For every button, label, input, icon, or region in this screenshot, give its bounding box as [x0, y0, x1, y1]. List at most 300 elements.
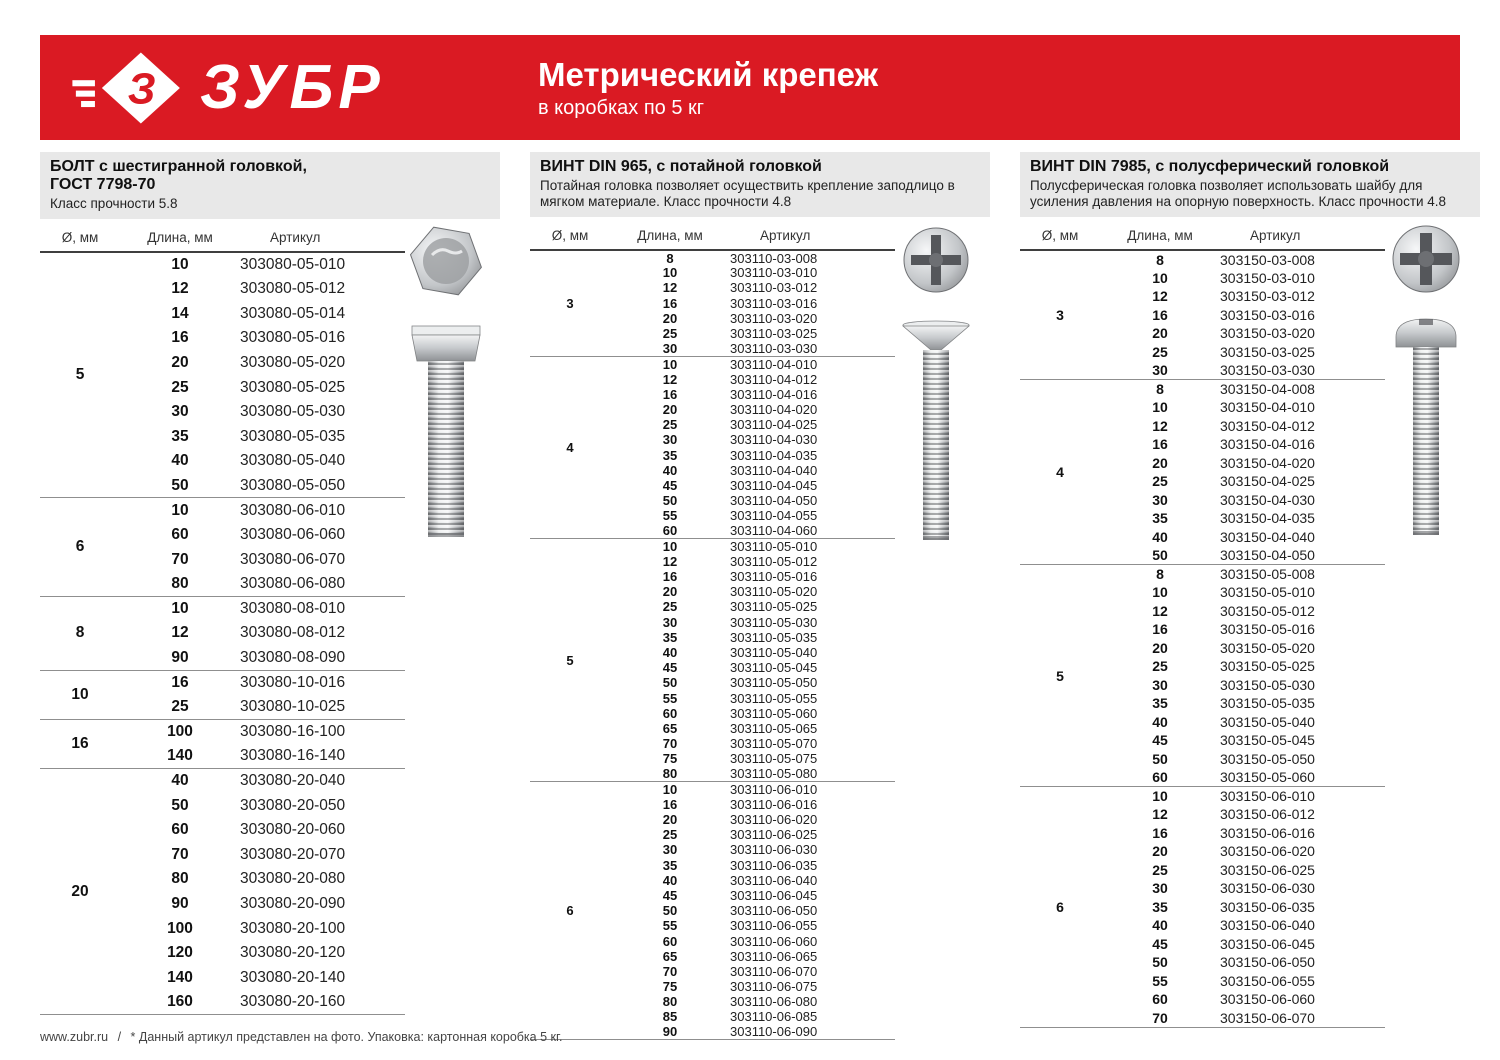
article-cell: 303080-08-012 — [240, 624, 346, 642]
spec-table-body — [1020, 250, 1385, 1027]
spec-table-body — [530, 250, 895, 1040]
length-cell: 10 — [662, 265, 678, 281]
table-row — [40, 719, 405, 744]
section-title — [1030, 158, 1470, 176]
length-cell: 140 — [167, 968, 193, 986]
article-cell: 303150-06-050 — [1220, 954, 1315, 971]
length-cell: 30 — [662, 842, 678, 858]
article-cell: 303080-05-040 — [240, 452, 346, 470]
article-cell: 303110-05-080 — [730, 766, 818, 782]
section-countersunk-screw — [530, 152, 990, 1040]
section-description: Потайная головка позволяет осуществить крепление заподлицо в мягком материале. Класс прочности 4.8 — [540, 178, 955, 209]
length-cell: 16 — [1152, 824, 1168, 841]
article-cell: 303110-03-020 — [730, 310, 818, 326]
section-title-line: ВИНТ DIN 7985, с полусферический головкой — [1030, 158, 1390, 175]
article-cell: 303150-03-020 — [1220, 325, 1315, 342]
diameter-cell: 16 — [40, 719, 120, 768]
length-cell: 120 — [167, 944, 193, 962]
diameter-cell: 4 — [530, 356, 610, 538]
article-cell: 303110-04-025 — [730, 417, 818, 433]
article-cell: 303080-05-012 — [240, 280, 346, 298]
length-cell: 16 — [120, 670, 240, 695]
article-cell: 303080-06-070 — [240, 550, 346, 568]
article-cell: 303150-06-016 — [1220, 824, 1315, 841]
length-cell: 160 — [167, 993, 193, 1011]
length-cell: 16 — [662, 796, 678, 812]
length-cell: 50 — [1152, 547, 1168, 563]
length-header: Длина, мм — [610, 224, 730, 250]
section-title — [540, 158, 980, 176]
article-cell: 303150-05-012 — [1220, 602, 1315, 619]
article-cell: 303080-20-060 — [240, 821, 346, 839]
length-cell: 30 — [662, 432, 678, 448]
length-cell: 20 — [1152, 325, 1168, 342]
length-cell: 35 — [662, 857, 678, 873]
length-cell: 30 — [1152, 362, 1168, 378]
length-cell: 70 — [171, 845, 189, 863]
spec-table — [1020, 224, 1385, 1028]
length-cell: 20 — [662, 310, 678, 326]
article-cell: 303110-06-080 — [730, 994, 818, 1010]
section-pan-head-screw — [1020, 152, 1480, 1028]
article-cell: 303110-03-012 — [730, 280, 818, 296]
length-cell: 20 — [1152, 639, 1168, 656]
diameter-cell: 3 — [566, 295, 574, 311]
article-cell: 303110-03-030 — [730, 340, 818, 356]
footer-separator: / — [117, 1030, 122, 1044]
table-header-row — [1020, 224, 1385, 250]
length-cell: 50 — [171, 476, 189, 494]
article-cell: 303150-04-040 — [1220, 528, 1315, 545]
article-cell: 303080-06-080 — [240, 575, 346, 593]
length-cell: 12 — [1152, 417, 1168, 434]
length-cell: 16 — [1152, 436, 1168, 453]
article-cell: 303150-06-020 — [1220, 843, 1315, 860]
length-cell: 16 — [171, 329, 189, 347]
length-cell: 12 — [1152, 602, 1168, 619]
diameter-header: Ø, мм — [530, 224, 610, 250]
article-cell: 303110-06-050 — [730, 903, 818, 919]
length-cell: 8 — [666, 250, 674, 266]
length-cell: 50 — [662, 493, 678, 509]
length-header: Длина, мм — [1100, 224, 1220, 250]
length-cell: 40 — [171, 452, 189, 470]
article-cell: 303080-05-014 — [240, 304, 346, 322]
article-cell: 303150-05-025 — [1220, 658, 1315, 675]
length-cell: 25 — [662, 827, 678, 843]
length-cell: 80 — [171, 870, 189, 888]
length-cell: 80 — [662, 994, 678, 1010]
article-cell: 303150-05-016 — [1220, 621, 1315, 638]
countersunk-screw-photo — [882, 218, 990, 548]
section-header — [1020, 152, 1480, 217]
article-cell: 303150-03-010 — [1220, 269, 1315, 286]
length-cell: 16 — [662, 569, 678, 585]
diameter-cell: 20 — [40, 768, 120, 1014]
length-cell: 70 — [171, 550, 189, 568]
length-cell: 55 — [1152, 972, 1168, 989]
diameter-cell: 6 — [40, 498, 120, 596]
article-cell: 303110-06-060 — [730, 933, 818, 949]
article-cell: 303110-04-010 — [730, 356, 895, 371]
article-cell: 303080-16-140 — [240, 747, 346, 765]
length-cell: 12 — [1152, 806, 1168, 823]
article-header: Артикул — [730, 224, 895, 250]
length-cell: 45 — [662, 477, 678, 493]
article-cell: 303110-03-016 — [730, 295, 818, 311]
article-cell: 303150-04-035 — [1220, 510, 1315, 527]
length-cell: 10 — [1152, 399, 1168, 416]
article-cell: 303110-05-075 — [730, 751, 818, 767]
table-row — [530, 356, 895, 371]
article-cell: 303150-06-040 — [1220, 917, 1315, 934]
section-title-line: ГОСТ 7798-70 — [50, 176, 156, 193]
svg-text:З: З — [127, 65, 156, 114]
length-cell: 8 — [1100, 380, 1220, 399]
length-cell: 10 — [610, 356, 730, 371]
length-cell: 30 — [1152, 491, 1168, 508]
article-cell: 303110-05-055 — [730, 690, 818, 706]
article-header: Артикул — [1220, 224, 1385, 250]
table-row — [530, 782, 895, 797]
article-cell: 303110-04-035 — [730, 447, 818, 463]
hex-bolt-photo — [392, 218, 500, 548]
length-cell: 40 — [1152, 713, 1168, 730]
length-cell: 35 — [662, 447, 678, 463]
article-cell: 303110-03-008 — [730, 250, 818, 266]
length-cell: 65 — [662, 720, 678, 736]
length-cell: 65 — [662, 948, 678, 964]
length-cell: 30 — [662, 340, 678, 356]
length-cell: 45 — [1152, 732, 1168, 749]
length-cell: 45 — [662, 660, 678, 676]
article-cell: 303150-05-060 — [1220, 769, 1315, 785]
length-cell: 55 — [662, 508, 678, 524]
length-cell: 10 — [610, 539, 730, 554]
table-row — [1020, 380, 1385, 399]
length-cell: 40 — [662, 872, 678, 888]
length-cell: 16 — [662, 386, 678, 402]
article-cell: 303150-06-030 — [1220, 880, 1315, 897]
length-cell: 25 — [662, 326, 678, 342]
article-cell: 303150-05-050 — [1220, 750, 1315, 767]
section-description: Полусферическая головка позволяет использовать шайбу для усиления давления на опорную поверхность. Класс прочности 4.8 — [1030, 178, 1447, 209]
length-cell: 20 — [662, 812, 678, 828]
length-cell: 40 — [662, 644, 678, 660]
article-cell: 303080-20-140 — [240, 968, 346, 986]
spec-table-body — [40, 252, 405, 1014]
length-cell: 140 — [167, 747, 193, 765]
pan-head-screw-photo — [1372, 218, 1480, 548]
article-cell: 303080-20-070 — [240, 845, 346, 863]
length-cell: 20 — [662, 401, 678, 417]
article-cell: 303080-10-016 — [240, 670, 405, 695]
section-title-line: БОЛТ с шестигранной головкой, — [50, 158, 307, 175]
article-cell: 303080-05-025 — [240, 378, 346, 396]
length-cell: 85 — [662, 1009, 678, 1025]
article-cell: 303110-04-030 — [730, 432, 818, 448]
article-cell: 303080-20-050 — [240, 796, 346, 814]
article-cell: 303080-06-010 — [240, 498, 405, 523]
length-cell: 25 — [662, 599, 678, 615]
brand-banner — [40, 35, 1460, 140]
article-cell: 303110-06-025 — [730, 827, 818, 843]
length-cell: 8 — [1100, 565, 1220, 584]
page-footer — [40, 1030, 569, 1044]
table-row — [40, 670, 405, 695]
article-cell: 303110-06-020 — [730, 812, 818, 828]
table-row — [40, 768, 405, 793]
length-cell: 20 — [1152, 454, 1168, 471]
length-cell: 70 — [1152, 1009, 1168, 1026]
length-cell: 25 — [171, 378, 189, 396]
article-cell: 303110-05-065 — [730, 720, 818, 736]
zubr-bison-icon — [68, 49, 186, 127]
length-cell: 50 — [662, 675, 678, 691]
length-cell: 100 — [167, 919, 193, 937]
article-cell: 303110-03-010 — [730, 265, 818, 281]
table-row — [1020, 787, 1385, 806]
length-cell: 10 — [120, 596, 240, 621]
length-cell: 14 — [171, 304, 189, 322]
table-row — [1020, 565, 1385, 584]
length-cell: 40 — [662, 462, 678, 478]
article-cell: 303110-04-020 — [730, 401, 818, 417]
article-cell: 303080-08-090 — [240, 648, 346, 666]
brand-name: ЗУБР — [200, 53, 385, 122]
diameter-cell: 5 — [75, 366, 85, 384]
article-cell: 303110-04-016 — [730, 386, 818, 402]
article-cell: 303110-06-030 — [730, 842, 818, 858]
article-cell: 303080-20-160 — [240, 993, 346, 1011]
article-cell: 303110-06-070 — [730, 963, 818, 979]
article-cell: 303110-04-060 — [730, 523, 818, 539]
article-cell: 303150-04-010 — [1220, 399, 1315, 416]
article-cell: 303110-04-050 — [730, 493, 818, 509]
length-cell: 50 — [1152, 954, 1168, 971]
spec-table — [40, 226, 405, 1015]
table-row — [40, 596, 405, 621]
diameter-header: Ø, мм — [1020, 224, 1100, 250]
length-cell: 35 — [1152, 510, 1168, 527]
article-cell: 303110-06-016 — [730, 796, 818, 812]
length-cell: 80 — [662, 766, 678, 782]
length-cell: 60 — [171, 526, 189, 544]
article-cell: 303150-04-008 — [1220, 380, 1385, 399]
length-cell: 10 — [1152, 269, 1168, 286]
article-cell: 303150-06-025 — [1220, 861, 1315, 878]
length-cell: 35 — [171, 427, 189, 445]
length-cell: 60 — [662, 523, 678, 539]
table-row — [530, 250, 895, 265]
length-cell: 25 — [1152, 658, 1168, 675]
article-cell: 303080-20-080 — [240, 870, 346, 888]
article-cell: 303110-04-055 — [730, 508, 818, 524]
section-header — [530, 152, 990, 217]
length-cell: 10 — [1152, 584, 1168, 601]
length-cell: 35 — [662, 629, 678, 645]
article-cell: 303150-03-025 — [1220, 343, 1315, 360]
article-cell: 303110-06-090 — [730, 1024, 818, 1040]
article-cell: 303150-03-030 — [1220, 362, 1315, 378]
article-cell: 303150-04-016 — [1220, 436, 1315, 453]
length-cell: 30 — [171, 403, 189, 421]
diameter-cell: 10 — [40, 670, 120, 719]
length-cell: 45 — [1152, 935, 1168, 952]
length-cell: 12 — [171, 280, 189, 298]
article-cell: 303110-06-065 — [730, 948, 818, 964]
article-cell: 303110-06-055 — [730, 918, 818, 934]
diameter-cell: 4 — [1020, 380, 1100, 565]
length-cell: 50 — [1152, 750, 1168, 767]
length-cell: 35 — [1152, 898, 1168, 915]
table-header-row — [40, 226, 405, 252]
length-cell: 30 — [1152, 676, 1168, 693]
article-cell: 303080-05-020 — [240, 353, 346, 371]
length-cell: 25 — [1152, 343, 1168, 360]
article-cell: 303150-06-045 — [1220, 935, 1315, 952]
article-cell: 303150-04-050 — [1220, 547, 1315, 563]
length-cell: 12 — [662, 371, 678, 387]
length-cell: 12 — [1152, 288, 1168, 305]
article-cell: 303110-06-010 — [730, 782, 895, 797]
article-cell: 303110-04-045 — [730, 477, 818, 493]
table-row — [530, 539, 895, 554]
length-cell: 60 — [662, 705, 678, 721]
article-cell: 303080-05-050 — [240, 476, 346, 494]
diameter-cell: 5 — [530, 539, 610, 782]
article-cell: 303150-04-012 — [1220, 417, 1315, 434]
article-header: Артикул — [240, 226, 405, 252]
length-cell: 25 — [1152, 473, 1168, 490]
article-cell: 303150-05-020 — [1220, 639, 1315, 656]
article-cell: 303110-05-040 — [730, 644, 818, 660]
section-description: Класс прочности 5.8 — [50, 196, 178, 211]
article-cell: 303150-05-040 — [1220, 713, 1315, 730]
length-cell: 60 — [171, 821, 189, 839]
article-cell: 303150-04-030 — [1220, 491, 1315, 508]
article-cell: 303150-05-008 — [1220, 565, 1385, 584]
length-cell: 75 — [662, 751, 678, 767]
article-cell: 303150-03-016 — [1220, 306, 1315, 323]
length-cell: 50 — [171, 796, 189, 814]
length-cell: 25 — [1152, 861, 1168, 878]
length-cell: 75 — [662, 979, 678, 995]
article-cell: 303150-06-060 — [1220, 991, 1315, 1008]
length-cell: 10 — [171, 256, 189, 274]
article-cell: 303110-06-040 — [730, 872, 818, 888]
article-cell: 303080-05-010 — [240, 256, 346, 274]
article-cell: 303110-05-070 — [730, 736, 818, 752]
article-cell: 303110-05-010 — [730, 539, 895, 554]
length-cell: 30 — [1152, 880, 1168, 897]
length-cell: 40 — [1152, 528, 1168, 545]
length-cell: 12 — [662, 553, 678, 569]
length-cell: 70 — [662, 963, 678, 979]
article-cell: 303080-05-016 — [240, 329, 346, 347]
length-cell: 90 — [171, 648, 189, 666]
diameter-cell: 3 — [1056, 307, 1064, 323]
length-cell: 20 — [1152, 843, 1168, 860]
article-cell: 303110-06-035 — [730, 857, 818, 873]
article-cell: 303150-06-035 — [1220, 898, 1315, 915]
diameter-header: Ø, мм — [40, 226, 120, 252]
section-title — [50, 158, 490, 194]
length-cell: 40 — [1152, 917, 1168, 934]
diameter-cell: 6 — [1020, 787, 1100, 1028]
article-cell: 303150-04-020 — [1220, 454, 1315, 471]
length-cell: 16 — [1152, 621, 1168, 638]
article-cell: 303080-10-025 — [240, 697, 346, 715]
diameter-cell: 8 — [40, 596, 120, 670]
length-header: Длина, мм — [120, 226, 240, 252]
diameter-cell: 5 — [1020, 565, 1100, 787]
article-cell: 303150-06-010 — [1220, 787, 1385, 806]
article-cell: 303080-20-100 — [240, 919, 346, 937]
article-cell: 303080-20-090 — [240, 894, 346, 912]
article-cell: 303150-05-010 — [1220, 584, 1315, 601]
length-cell: 55 — [662, 690, 678, 706]
article-cell: 303150-05-030 — [1220, 676, 1315, 693]
section-title-line: ВИНТ DIN 965, с потайной головкой — [540, 158, 822, 175]
article-cell: 303110-05-030 — [730, 614, 818, 630]
article-cell: 303080-05-030 — [240, 403, 346, 421]
article-cell: 303080-08-010 — [240, 596, 405, 621]
length-cell: 10 — [120, 498, 240, 523]
article-cell: 303150-04-025 — [1220, 473, 1315, 490]
article-cell: 303110-04-012 — [730, 371, 818, 387]
length-cell: 55 — [662, 918, 678, 934]
table-row — [40, 498, 405, 523]
spec-table — [530, 224, 895, 1040]
article-cell: 303110-05-060 — [730, 705, 818, 721]
length-cell: 45 — [662, 887, 678, 903]
length-cell: 20 — [662, 584, 678, 600]
article-cell: 303150-05-035 — [1220, 695, 1315, 712]
article-cell: 303150-03-012 — [1220, 288, 1315, 305]
section-hex-bolt — [40, 152, 500, 1015]
article-cell: 303080-05-035 — [240, 427, 346, 445]
article-cell: 303080-20-120 — [240, 944, 346, 962]
section-header — [40, 152, 500, 219]
length-cell: 50 — [662, 903, 678, 919]
article-cell: 303110-06-085 — [730, 1009, 818, 1025]
diameter-cell: 6 — [530, 782, 610, 1040]
article-cell: 303150-06-070 — [1220, 1009, 1315, 1026]
length-cell: 12 — [662, 280, 678, 296]
length-cell: 40 — [120, 768, 240, 793]
article-cell: 303080-16-100 — [240, 719, 405, 744]
article-cell: 303110-05-020 — [730, 584, 818, 600]
length-cell: 80 — [171, 575, 189, 593]
article-cell: 303110-05-016 — [730, 569, 818, 585]
length-cell: 25 — [662, 417, 678, 433]
length-cell: 10 — [610, 782, 730, 797]
article-cell: 303110-05-045 — [730, 660, 818, 676]
table-header-row — [530, 224, 895, 250]
article-cell: 303150-03-008 — [1220, 251, 1315, 268]
length-cell: 8 — [1156, 251, 1164, 268]
article-cell: 303110-05-012 — [730, 553, 818, 569]
article-cell: 303110-04-040 — [730, 462, 818, 478]
article-cell: 303080-20-040 — [240, 768, 405, 793]
length-cell: 25 — [171, 697, 189, 715]
article-cell: 303110-05-050 — [730, 675, 818, 691]
article-cell: 303150-06-055 — [1220, 972, 1315, 989]
article-cell: 303080-06-060 — [240, 526, 346, 544]
length-cell: 10 — [1100, 787, 1220, 806]
length-cell: 70 — [662, 736, 678, 752]
